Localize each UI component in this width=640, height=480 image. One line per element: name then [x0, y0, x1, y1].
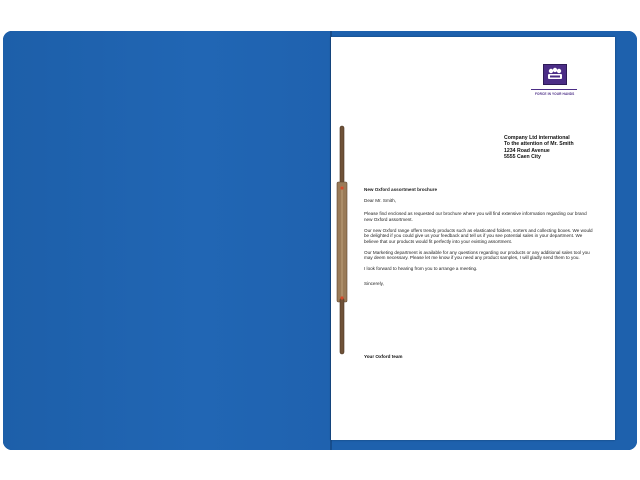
letter-body	[364, 187, 594, 291]
letter-paragraph: Our Marketing department is available for any questions regarding our products or any additional sales tool you may deem necessary. Please let me know if you need any product samples, I will gladly send them to you.	[364, 249, 590, 261]
recipient-street: 1234 Road Avenue	[504, 147, 550, 154]
brand-tagline: FORCE IN YOUR HANDS	[535, 92, 575, 96]
recipient-company: Company Ltd international	[504, 135, 570, 141]
recipient-city: 5555 Caen City	[504, 153, 541, 160]
letter-closing: Sincerely,	[364, 280, 384, 286]
recipient-address	[504, 135, 574, 160]
letter-paragraph: I look forward to hearing from you to arrange a meeting.	[364, 266, 478, 272]
folder-left-cover	[3, 31, 330, 450]
letter-paragraph: Our new Oxford range offers trendy products such as elasticated folders, sorters and collecting boxes. We would be delighted if you could give us your feedback and tell us if you see potential sales in your department. We believe that our products would fit perfectly into your existing assortment.	[364, 227, 593, 244]
letter-subject: New Oxford assortment brochure	[364, 187, 438, 192]
paper-fastener	[335, 124, 349, 356]
recipient-attention: To the attention of Mr. Smith	[504, 141, 574, 148]
letter-paragraph: Please find enclosed as requested our brochure where you will find extensive information regarding our brand new Oxford assortment.	[364, 211, 587, 222]
logo-underline	[531, 89, 577, 90]
letter-salutation: Dear Mr. Smith,	[364, 197, 396, 203]
oxford-logo	[543, 64, 567, 85]
letter-sheet	[331, 37, 615, 440]
letter-signature: Your Oxford team	[364, 354, 403, 359]
